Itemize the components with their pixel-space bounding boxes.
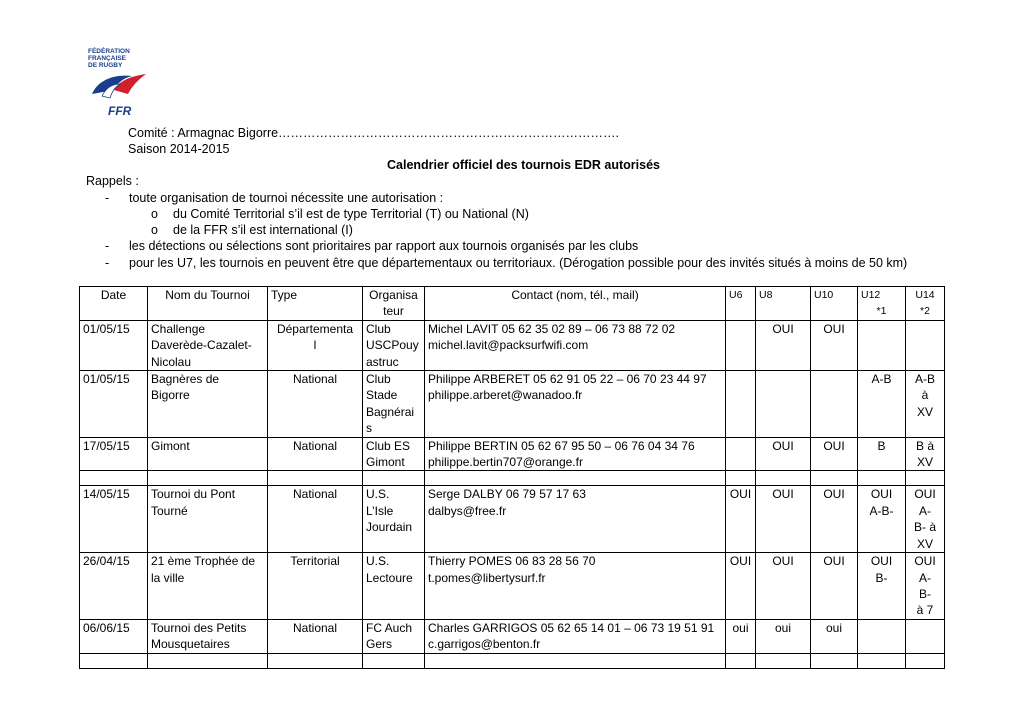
cell-text: 21 ème Trophée de — [151, 554, 256, 569]
rappels-heading: Rappels : — [86, 174, 139, 188]
cell-text: philippe.bertin707@orange.fr — [428, 455, 583, 470]
empty-cell — [425, 471, 726, 486]
cell-text: à — [921, 388, 929, 403]
cell-text: B- à — [913, 520, 936, 535]
bullet-o: o — [151, 207, 158, 221]
ffr-logo — [88, 48, 154, 124]
logo-line: DE RUGBY — [88, 62, 123, 69]
header-text: U14 — [915, 289, 935, 301]
cell-type — [268, 486, 363, 553]
cell-text: FC Auch — [366, 620, 413, 635]
empty-cell — [858, 471, 906, 486]
cell-u14 — [906, 371, 945, 438]
cell-text: A- — [919, 570, 931, 585]
table-row — [80, 437, 945, 471]
cell-org — [363, 437, 425, 471]
cell-nom — [148, 371, 268, 438]
cell-text: 01/05/15 — [83, 321, 130, 336]
cell-text: A- — [919, 503, 931, 518]
empty-row — [80, 653, 945, 668]
cell-text: XV — [916, 404, 933, 419]
cell-text: 17/05/15 — [83, 438, 130, 453]
cell-u14 — [906, 486, 945, 553]
cell-u12 — [858, 371, 906, 438]
cell-text: à 7 — [916, 603, 934, 618]
bullet-dash: - — [105, 256, 110, 270]
cell-text: U.S. — [366, 487, 390, 502]
header-text: Organisa — [369, 288, 418, 302]
cell-u12 — [858, 320, 906, 370]
cell-text: 01/05/15 — [83, 372, 130, 387]
cell-org — [363, 486, 425, 553]
cell-u8 — [756, 486, 811, 553]
cell-u12 — [858, 553, 906, 620]
cell-date — [80, 437, 148, 471]
empty-cell — [80, 471, 148, 486]
cell-text: Gimont — [366, 455, 405, 470]
empty-cell — [425, 653, 726, 668]
cell-date — [80, 320, 148, 370]
cell-text: OUI — [772, 321, 794, 336]
cell-u6 — [726, 553, 756, 620]
cell-text: National — [292, 372, 338, 387]
cell-text: Bigorre — [151, 388, 190, 403]
empty-cell — [726, 471, 756, 486]
cell-u10 — [811, 320, 858, 370]
cell-date — [80, 553, 148, 620]
cell-text: OUI — [823, 438, 845, 453]
cell-nom — [148, 320, 268, 370]
comite-line: Comité : Armagnac Bigorre………………………………………………………………………. — [128, 126, 620, 140]
cell-text: Départementa — [276, 321, 354, 336]
cell-text: OUI — [772, 438, 794, 453]
header-text: Nom du Tournoi — [165, 288, 250, 302]
empty-cell — [363, 653, 425, 668]
header-nom — [148, 287, 268, 321]
rappel-item: les détections ou sélections sont prioritaires par rapport aux tournois organisés par les clubs — [129, 239, 639, 253]
cell-text: OUI — [729, 487, 752, 502]
cell-text: National — [292, 438, 338, 453]
cell-text: t.pomes@libertysurf.fr — [428, 570, 546, 585]
cell-text: Nicolau — [151, 354, 192, 369]
rappel-item: pour les U7, les tournois en peuvent être que départementaux ou territoriaux. (Dérogation possible pour des invités situés à moins de 50 km) — [129, 256, 908, 270]
cell-text: c.garrigos@benton.fr — [428, 637, 541, 652]
empty-cell — [756, 653, 811, 668]
empty-cell — [906, 471, 945, 486]
header-u6 — [726, 287, 756, 321]
cell-u12 — [858, 486, 906, 553]
cell-u6 — [726, 437, 756, 471]
header-u12 — [858, 287, 906, 321]
cell-text: Club ES — [366, 438, 411, 453]
cell-text: Bagnères de — [151, 372, 220, 387]
cell-text: OUI — [772, 554, 794, 569]
cell-nom — [148, 619, 268, 653]
header-text: Date — [100, 288, 127, 302]
cell-text: Mousquetaires — [151, 637, 230, 652]
cell-text: Club — [366, 372, 391, 387]
cell-u12 — [858, 437, 906, 471]
cell-org — [363, 371, 425, 438]
cell-text: s — [366, 421, 372, 436]
cell-u14 — [906, 553, 945, 620]
saison-line: Saison 2014-2015 — [128, 142, 230, 156]
cell-text: A-B — [914, 372, 935, 387]
cell-text: L’Isle — [366, 503, 394, 518]
cell-nom — [148, 486, 268, 553]
empty-cell — [148, 471, 268, 486]
cell-text: National — [292, 487, 338, 502]
cell-u6 — [726, 619, 756, 653]
cell-date — [80, 619, 148, 653]
cell-text: XV — [916, 455, 933, 470]
header-u14 — [906, 287, 945, 321]
rooster-icon — [88, 72, 150, 102]
empty-cell — [811, 653, 858, 668]
cell-text: B- — [875, 570, 888, 585]
cell-text: oui — [732, 620, 749, 635]
empty-cell — [363, 471, 425, 486]
cell-org — [363, 553, 425, 620]
cell-text: Tournoi des Petits — [151, 620, 247, 635]
cell-text: Gimont — [151, 438, 190, 453]
cell-u8 — [756, 320, 811, 370]
empty-cell — [906, 653, 945, 668]
cell-text: Gers — [366, 637, 393, 652]
cell-text: National — [292, 620, 338, 635]
cell-text: la ville — [151, 570, 185, 585]
cell-text: U.S. — [366, 554, 390, 569]
header-text: *2 — [920, 305, 930, 318]
cell-nom — [148, 553, 268, 620]
cell-text: Daverède-Cazalet- — [151, 338, 252, 353]
empty-cell — [811, 471, 858, 486]
logo-abbr: FFR — [108, 104, 132, 118]
cell-text: B — [877, 438, 886, 453]
table-row — [80, 320, 945, 370]
cell-date — [80, 486, 148, 553]
cell-text: 26/04/15 — [83, 554, 130, 569]
header-text: teur — [383, 304, 404, 319]
cell-text: OUI — [729, 554, 752, 569]
cell-text: Charles GARRIGOS 05 62 65 14 01 – 06 73 19 51 91 — [428, 620, 715, 635]
header-u10 — [811, 287, 858, 321]
header-u8 — [756, 287, 811, 321]
cell-text: Tourné — [151, 503, 188, 518]
logo-line: FÉDÉRATION — [88, 48, 130, 55]
cell-text: dalbys@free.fr — [428, 503, 507, 518]
cell-contact — [425, 320, 726, 370]
cell-text: Stade — [366, 388, 398, 403]
cell-u6 — [726, 486, 756, 553]
cell-contact — [425, 553, 726, 620]
cell-org — [363, 320, 425, 370]
document-title: Calendrier officiel des tournois EDR autorisés — [387, 158, 660, 172]
empty-cell — [858, 653, 906, 668]
header-organisateur — [363, 287, 425, 321]
cell-u10 — [811, 371, 858, 438]
cell-contact — [425, 486, 726, 553]
cell-contact — [425, 437, 726, 471]
cell-u10 — [811, 437, 858, 471]
cell-text: B- — [919, 586, 931, 601]
cell-u14 — [906, 320, 945, 370]
cell-u14 — [906, 619, 945, 653]
tournament-table — [79, 286, 945, 669]
cell-contact — [425, 371, 726, 438]
empty-cell — [726, 653, 756, 668]
cell-text: oui — [774, 620, 791, 635]
header-contact — [425, 287, 726, 321]
cell-u10 — [811, 486, 858, 553]
cell-text: Challenge — [151, 321, 206, 336]
header-text: U8 — [759, 289, 773, 301]
cell-text: Lectoure — [366, 570, 413, 585]
cell-text: Philippe ARBERET 05 62 91 05 22 – 06 70 23 44 97 — [428, 372, 707, 387]
cell-type — [268, 371, 363, 438]
cell-u8 — [756, 371, 811, 438]
cell-text: michel.lavit@packsurfwifi.com — [428, 338, 589, 353]
cell-text: OUI — [914, 487, 936, 502]
empty-cell — [148, 653, 268, 668]
cell-text: OUI — [823, 554, 845, 569]
header-type — [268, 287, 363, 321]
cell-contact — [425, 619, 726, 653]
bullet-o: o — [151, 223, 158, 237]
header-text: Type — [271, 288, 298, 302]
cell-text: OUI — [823, 321, 845, 336]
cell-text: USCPouy — [366, 338, 419, 353]
cell-type — [268, 619, 363, 653]
table-row — [80, 553, 945, 620]
header-text: U12 — [861, 289, 881, 301]
bullet-dash: - — [105, 239, 110, 253]
cell-text: Tournoi du Pont — [151, 487, 236, 502]
logo-line: FRANÇAISE — [88, 55, 126, 62]
cell-u6 — [726, 371, 756, 438]
cell-u14 — [906, 437, 945, 471]
cell-text: l — [313, 338, 317, 353]
cell-text: OUI — [772, 487, 794, 502]
cell-text: Jourdain — [366, 520, 413, 535]
rappel-subitem: du Comité Territorial s’il est de type Territorial (T) ou National (N) — [173, 207, 529, 221]
cell-text: Bagnérai — [366, 404, 415, 419]
cell-org — [363, 619, 425, 653]
cell-u12 — [858, 619, 906, 653]
rappel-item: toute organisation de tournoi nécessite une autorisation : — [129, 191, 444, 205]
cell-text: Territorial — [290, 554, 340, 569]
cell-type — [268, 437, 363, 471]
cell-u10 — [811, 553, 858, 620]
cell-type — [268, 320, 363, 370]
empty-cell — [268, 653, 363, 668]
cell-text: Philippe BERTIN 05 62 67 95 50 – 06 76 04 34 76 — [428, 438, 695, 453]
header-text: *1 — [876, 305, 887, 318]
cell-text: OUI — [870, 554, 893, 569]
cell-text: 06/06/15 — [83, 620, 130, 635]
cell-text: B à — [915, 438, 934, 453]
table-row — [80, 371, 945, 438]
cell-text: XV — [916, 536, 933, 551]
header-text: Contact (nom, tél., mail) — [511, 288, 639, 302]
cell-text: Serge DALBY 06 79 57 17 63 — [428, 487, 586, 502]
cell-u8 — [756, 619, 811, 653]
empty-row — [80, 471, 945, 486]
table-row — [80, 486, 945, 553]
bullet-dash: - — [105, 191, 110, 205]
cell-text: astruc — [366, 354, 399, 369]
cell-nom — [148, 437, 268, 471]
cell-text: Thierry POMES 06 83 28 56 70 — [428, 554, 596, 569]
cell-text: A-B- — [869, 503, 894, 518]
cell-u8 — [756, 437, 811, 471]
logo-text — [88, 48, 154, 69]
cell-u10 — [811, 619, 858, 653]
empty-cell — [756, 471, 811, 486]
cell-date — [80, 371, 148, 438]
cell-type — [268, 553, 363, 620]
cell-text: 14/05/15 — [83, 487, 130, 502]
cell-text: philippe.arberet@wanadoo.fr — [428, 388, 583, 403]
cell-u8 — [756, 553, 811, 620]
cell-text: A-B — [871, 372, 892, 387]
cell-u6 — [726, 320, 756, 370]
cell-text: Club — [366, 321, 391, 336]
table-row — [80, 619, 945, 653]
cell-text: oui — [825, 620, 842, 635]
table-header-row — [80, 287, 945, 321]
header-date — [80, 287, 148, 321]
empty-cell — [268, 471, 363, 486]
cell-text: OUI — [823, 487, 845, 502]
rappel-subitem: de la FFR s’il est international (I) — [173, 223, 353, 237]
header-text: U6 — [729, 289, 743, 301]
cell-text: OUI — [914, 554, 936, 569]
empty-cell — [80, 653, 148, 668]
header-text: U10 — [814, 289, 834, 301]
cell-text: Michel LAVIT 05 62 35 02 89 – 06 73 88 72 02 — [428, 321, 676, 336]
cell-text: OUI — [870, 487, 893, 502]
